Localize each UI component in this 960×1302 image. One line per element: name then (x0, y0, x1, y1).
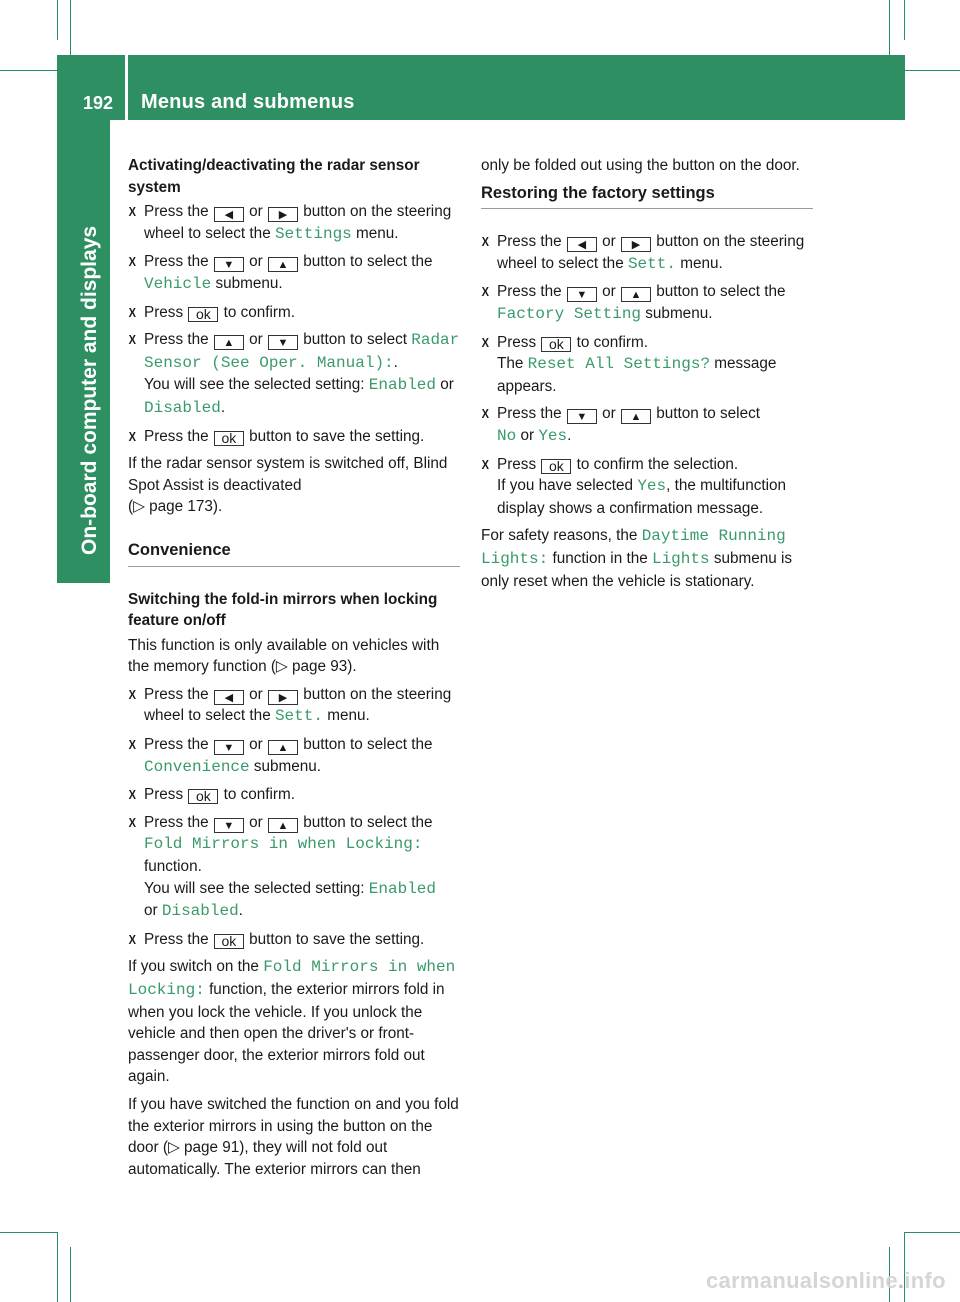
convenience-intro: This function is only available on vehicles with the memory function (▷ page 93). (128, 636, 440, 676)
down-arrow-key-icon: ▼ (214, 818, 244, 833)
menu-lights: Lights (651, 549, 710, 568)
menu-fold-mirrors: Fold Mirrors in when Locking: (128, 958, 456, 999)
radar-step-4: X Press the ▲ or ▼ button to select Radar Sensor (See Oper. Manual):. You will see the selected setting: Enabled or Disabled. (128, 329, 460, 419)
page-title: Menus and submenus (141, 91, 355, 113)
setting-enabled: Enabled (368, 376, 436, 395)
up-arrow-key-icon: ▲ (214, 335, 244, 350)
right-column (481, 155, 813, 598)
menu-radar-sensor: Radar Sensor (See Oper. Manual): (144, 331, 460, 372)
side-tab-label: On-board computer and displays (78, 225, 101, 555)
ok-key-icon: ok (188, 789, 218, 804)
crop-mark (0, 1232, 57, 1233)
up-arrow-key-icon: ▲ (268, 740, 298, 755)
down-arrow-key-icon: ▼ (567, 409, 597, 424)
menu-fold-mirrors: Fold Mirrors in when Locking: (144, 835, 423, 854)
setting-enabled: Enabled (368, 879, 436, 898)
menu-settings: Settings (274, 224, 352, 243)
ok-key-icon: ok (214, 431, 244, 446)
radar-heading: Activating/deactivating the radar sensor system (128, 157, 420, 196)
factory-step-4: X Press the ▼ or ▲ button to select No or Yes. (481, 403, 813, 447)
setting-disabled: Disabled (161, 902, 239, 921)
factory-paragraph: For safety reasons, the Daytime Running Lights: function in the Lights submenu is only reset when the vehicle is stationary. (481, 527, 793, 590)
setting-disabled: Disabled (144, 398, 221, 417)
factory-heading: Restoring the factory settings (481, 183, 813, 210)
convenience-subheading: Switching the fold-in mirrors when locking feature on/off (128, 590, 438, 630)
ok-key-icon: ok (188, 307, 218, 322)
convenience-step-4: X Press the ▼ or ▲ button to select the Fold Mirrors in when Locking: function. You will see the selected setting: Enabled or Disabled. (128, 812, 460, 923)
crop-mark (905, 1232, 960, 1233)
up-arrow-key-icon: ▲ (621, 287, 651, 302)
factory-step-5: X Press ok to confirm the selection. If you have selected Yes, the multifunction display shows a confirmation message. (481, 454, 813, 520)
factory-step-3: X Press ok to confirm. The Reset All Settings? message appears. (481, 332, 813, 398)
crop-mark (57, 0, 58, 40)
crop-mark (0, 70, 57, 71)
down-arrow-key-icon: ▼ (567, 287, 597, 302)
convenience-paragraph-1: If you switch on the Fold Mirrors in when Locking: function, the exterior mirrors fold in when you lock the vehicle. If you unlock the vehicle and then open the driver's or front-passenger door, the exterior mirrors fold out again. (128, 958, 456, 1086)
radar-note: If the radar sensor system is switched off, Blind Spot Assist is deactivated (▷ page 173). (128, 455, 448, 516)
ok-key-icon: ok (541, 337, 571, 352)
factory-step-2: X Press the ▼ or ▲ button to select the Factory Setting submenu. (481, 281, 813, 325)
factory-step-1: X Press the ◀ or ▶ button on the steering wheel to select the Sett. menu. (481, 231, 813, 275)
convenience-step-3: X Press ok to confirm. (128, 784, 460, 806)
down-arrow-key-icon: ▼ (214, 740, 244, 755)
right-arrow-key-icon: ▶ (621, 237, 651, 252)
menu-sett: Sett. (627, 254, 676, 273)
option-yes: Yes (538, 426, 568, 445)
menu-vehicle: Vehicle (144, 274, 212, 293)
ok-key-icon: ok (214, 934, 244, 949)
option-no: No (497, 426, 517, 445)
page-number-box (57, 55, 125, 120)
up-arrow-key-icon: ▲ (268, 818, 298, 833)
convenience-step-1: X Press the ◀ or ▶ button on the steering wheel to select the Sett. menu. (128, 684, 460, 728)
crop-mark (905, 70, 960, 71)
crop-mark (57, 1232, 58, 1302)
page-number: 192 (83, 93, 114, 113)
radar-step-1: X Press the ◀ or ▶ button on the steering wheel to select the Settings menu. (128, 201, 460, 245)
down-arrow-key-icon: ▼ (214, 257, 244, 272)
right-arrow-key-icon: ▶ (268, 207, 298, 222)
menu-sett: Sett. (274, 707, 323, 726)
down-arrow-key-icon: ▼ (268, 335, 298, 350)
convenience-step-5: X Press the ok button to save the setting. (128, 929, 460, 951)
up-arrow-key-icon: ▲ (621, 409, 651, 424)
header-separator (125, 55, 128, 120)
option-yes: Yes (637, 477, 667, 496)
crop-mark (889, 0, 890, 55)
crop-mark (904, 0, 905, 40)
left-arrow-key-icon: ◀ (567, 237, 597, 252)
convenience-heading: Convenience (128, 540, 460, 567)
menu-factory-setting: Factory Setting (497, 304, 642, 323)
radar-step-2: X Press the ▼ or ▲ button to select the Vehicle submenu. (128, 251, 460, 295)
radar-step-5: X Press the ok button to save the setting. (128, 426, 460, 448)
up-arrow-key-icon: ▲ (268, 257, 298, 272)
convenience-paragraph-2: If you have switched the function on and you fold the exterior mirrors in using the button on the door (▷ page 91), they will not fold out automatically. The exterior mirrors can then (128, 1095, 459, 1178)
convenience-step-2: X Press the ▼ or ▲ button to select the Convenience submenu. (128, 734, 460, 778)
crop-mark (70, 0, 71, 55)
left-column (128, 155, 460, 1186)
right-arrow-key-icon: ▶ (268, 690, 298, 705)
watermark: carmanualsonline.info (706, 1268, 946, 1293)
menu-convenience: Convenience (144, 757, 250, 776)
crop-mark (70, 1247, 71, 1302)
message-reset-all: Reset All Settings? (527, 355, 711, 374)
convenience-paragraph-2-continued: only be folded out using the button on the door. (481, 157, 800, 174)
ok-key-icon: ok (541, 459, 571, 474)
left-arrow-key-icon: ◀ (214, 690, 244, 705)
menu-daytime-running-lights: Daytime Running Lights: (481, 527, 786, 568)
radar-step-3: X Press ok to confirm. (128, 302, 460, 324)
left-arrow-key-icon: ◀ (214, 207, 244, 222)
